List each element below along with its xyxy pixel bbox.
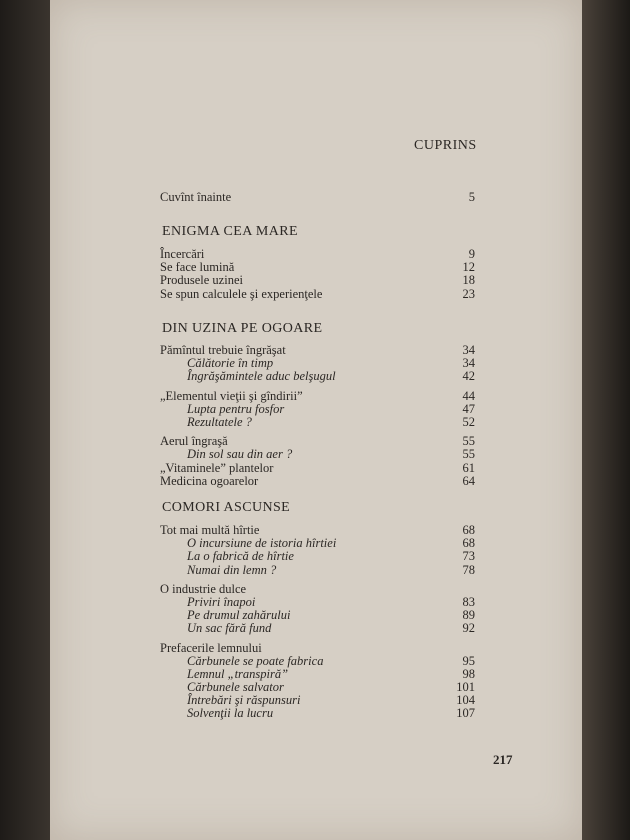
- toc-entry-page: 34: [462, 343, 475, 357]
- toc-entry: [160, 191, 475, 204]
- contents-heading: CUPRINS: [414, 138, 477, 153]
- toc-entry-title: Cuvînt înainte: [160, 190, 232, 204]
- toc-entry-title: „Elementul vieţii şi gîndirii”: [160, 388, 303, 403]
- page-number: 217: [493, 752, 513, 767]
- toc-entry: [160, 475, 475, 488]
- toc-entry-title: Din sol sau din aer ?: [187, 447, 293, 462]
- toc-entry-page: 42: [462, 369, 475, 384]
- toc-entry-title: Aerul îngraşă: [160, 434, 228, 449]
- toc-subentry: [160, 622, 475, 635]
- toc-entry-title: Medicina ogoarelor: [160, 473, 259, 488]
- toc-entry: [160, 462, 475, 475]
- toc-entry-title: „Vitaminele” plantelor: [160, 460, 274, 475]
- section-title: COMORI ASCUNSE: [162, 500, 291, 515]
- toc-entry-title: Prefacerile lemnului: [160, 640, 262, 655]
- toc-entry-page: 18: [462, 273, 475, 288]
- toc-entry-title: Un sac fără fund: [187, 621, 272, 636]
- toc-entry-title: Rezultatele ?: [187, 414, 252, 429]
- toc-entry-page: 12: [462, 260, 475, 275]
- toc-entry-title: O incursiune de istoria hîrtiei: [187, 536, 337, 551]
- toc-entry-page: 98: [462, 666, 475, 681]
- toc-entry: [160, 642, 475, 655]
- toc-entry-page: 107: [456, 706, 475, 721]
- toc-entry-page: 78: [462, 562, 475, 577]
- toc-entry-page: 68: [462, 523, 475, 537]
- toc-entry-page: 52: [462, 414, 475, 429]
- toc-entry-title: Pămîntul trebuie îngrăşat: [160, 343, 286, 357]
- toc-entry: [160, 390, 475, 403]
- toc-entry-page: 55: [462, 434, 475, 449]
- section-title: DIN UZINA PE OGOARE: [162, 321, 323, 336]
- toc-entry-page: 68: [462, 536, 475, 551]
- toc-entry-page: 55: [462, 447, 475, 462]
- toc-subentry: [160, 655, 475, 668]
- toc-entry-title: Se face lumină: [160, 260, 235, 275]
- toc-entry-page: 44: [462, 388, 475, 403]
- toc-entry-title: O industrie dulce: [160, 581, 247, 596]
- toc-entry-page: 104: [456, 693, 475, 708]
- section-entries: [160, 344, 475, 488]
- toc-entry: [160, 583, 475, 596]
- section-entries: [160, 248, 475, 301]
- toc-entry-page: 73: [462, 549, 475, 564]
- toc-entry-page: 89: [462, 608, 475, 623]
- toc-entry-page: 83: [462, 594, 475, 609]
- toc-entry-page: 101: [456, 680, 475, 695]
- toc-entry-title: Lupta pentru fosfor: [187, 401, 285, 416]
- toc-entry-title: Tot mai multă hîrtie: [160, 523, 260, 537]
- toc-subentry: [160, 707, 475, 720]
- toc-subentry: [160, 416, 475, 429]
- book-spine-shadow: [0, 0, 50, 840]
- toc-subentry: [160, 370, 475, 383]
- toc-entry: [160, 288, 475, 301]
- toc-entry: [160, 274, 475, 287]
- toc-entry-page: 95: [462, 653, 475, 668]
- toc-entry-title: Se spun calculele şi experienţele: [160, 286, 323, 301]
- toc-entry-page: 47: [462, 401, 475, 416]
- toc-entry-title: Călătorie în timp: [187, 356, 274, 371]
- toc-entry-page: 64: [462, 473, 475, 488]
- toc-entry-page: 9: [468, 247, 475, 261]
- toc-entry-page: 34: [462, 356, 475, 371]
- toc-entry-title: Încercări: [160, 247, 205, 261]
- toc-subentry: [160, 564, 475, 577]
- toc-subentry: [160, 448, 475, 461]
- section-entries: [160, 524, 475, 721]
- toc-subentry: [160, 403, 475, 416]
- book-edge: [582, 0, 630, 840]
- toc-entry-title: Priviri înapoi: [187, 594, 256, 609]
- toc-entry-page: 23: [462, 286, 475, 301]
- toc-subentry: [160, 550, 475, 563]
- toc-entry-title: Îngrăşămintele aduc belşugul: [187, 369, 336, 384]
- toc-entry-page: 92: [462, 621, 475, 636]
- toc-entry-title: Întrebări şi răspunsuri: [187, 693, 301, 708]
- toc-entry-title: Lemnul „transpiră”: [187, 666, 289, 681]
- toc-entry-title: Numai din lemn ?: [187, 562, 277, 577]
- intro-entry-block: [160, 191, 475, 204]
- toc-entry-title: Cărbunele se poate fabrica: [187, 653, 324, 668]
- toc-entry-title: Cărbunele salvator: [187, 680, 284, 695]
- toc-entry-title: Solvenţii la lucru: [187, 706, 274, 721]
- toc-entry-page: 5: [468, 190, 475, 204]
- section-title: ENIGMA CEA MARE: [162, 224, 298, 239]
- toc-entry-title: La o fabrică de hîrtie: [187, 549, 294, 564]
- toc-entry-page: 61: [462, 460, 475, 475]
- toc-entry-title: Pe drumul zahărului: [187, 608, 291, 623]
- toc-entry-title: Produsele uzinei: [160, 273, 243, 288]
